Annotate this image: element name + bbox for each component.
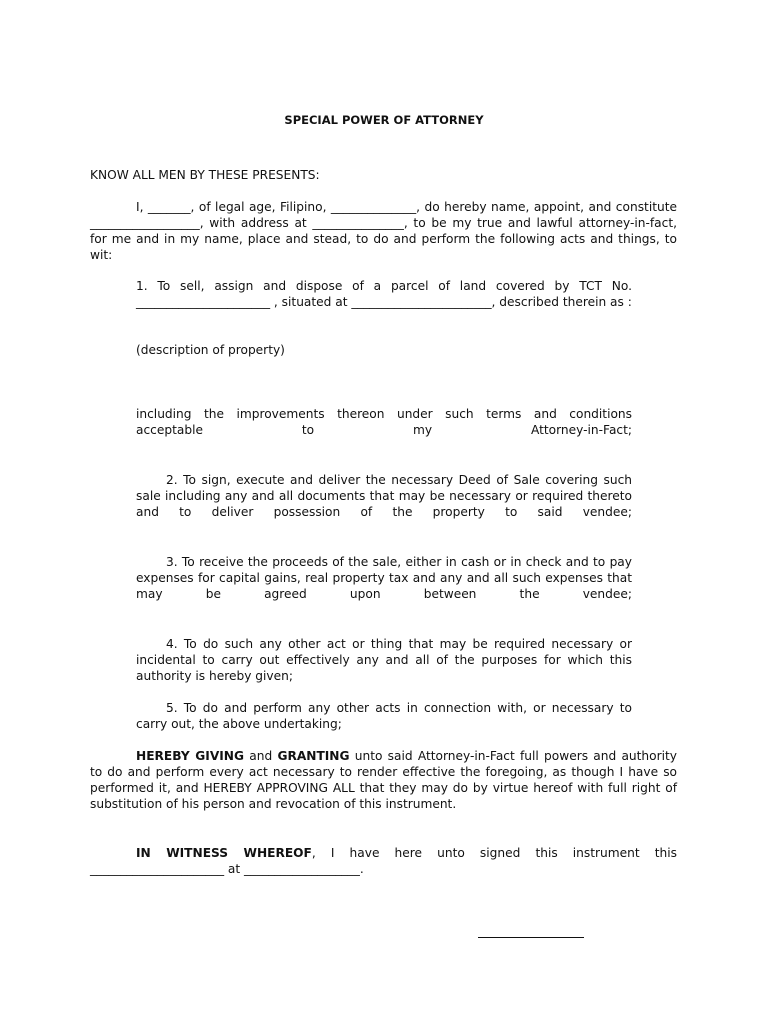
signature-line (478, 937, 584, 938)
witness-bold-text: IN WITNESS WHEREOF (136, 846, 312, 860)
and-text: and (244, 749, 278, 763)
witness-rest-text: , I have here unto signed this instrument this ______________________ at ___________________. (90, 846, 677, 876)
property-description-placeholder: (description of property) (136, 343, 285, 357)
item-5-paragraph: 5. To do and perform any other acts in connection with, or necessary to carry out, the above undertaking; (136, 701, 632, 731)
granting-rest-text: unto said Attorney-in-Fact full powers and authority to do and perform every act necessary to render effective the foregoing, as though I have so performed it, and HEREBY APPROVING ALL that they may do by virtue hereof with full right of substitution of his person and revocation of this instrument. (90, 749, 678, 811)
document-title: SPECIAL POWER OF ATTORNEY (284, 113, 484, 127)
item-1-paragraph: 1. To sell, assign and dispose of a parcel of land covered by TCT No. ______________________ , situated at _______________________, described therein as : (136, 279, 632, 309)
intro-paragraph: I, _______, of legal age, Filipino, ______________, do hereby name, appoint, and constitute __________________, with address at _______________, to be my true and lawful attorney-in-fact, for me and in my name, place and stead, to do and perform the following acts and things, to wit: (90, 200, 677, 262)
item-3-paragraph: 3. To receive the proceeds of the sale, either in cash or in check and to pay expenses for capital gains, real property tax and any and all such expenses that may be agreed upon between the vendee; (136, 555, 632, 601)
item-2-paragraph: 2. To sign, execute and deliver the necessary Deed of Sale covering such sale including any and all documents that may be necessary or required thereto and to deliver possession of the property to said vendee; (136, 473, 632, 519)
hereby-giving-text: HEREBY GIVING (136, 749, 245, 763)
granting-paragraph (90, 748, 677, 812)
granting-text: GRANTING (277, 749, 350, 763)
improvements-paragraph: including the improvements thereon under such terms and conditions acceptable to my Attorney-in-Fact; (136, 407, 632, 437)
item-4-paragraph: 4. To do such any other act or thing that may be required necessary or incidental to carry out effectively any and all of the purposes for which this authority is hereby given; (136, 637, 632, 683)
witness-paragraph (90, 845, 677, 877)
salutation: KNOW ALL MEN BY THESE PRESENTS: (90, 168, 320, 182)
